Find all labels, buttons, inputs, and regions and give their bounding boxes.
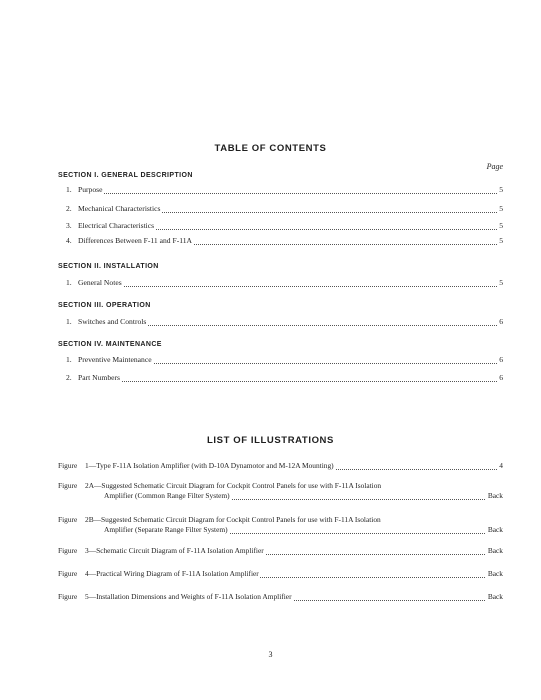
section-title: SECTION III. OPERATION — [58, 302, 151, 309]
entry-text: Purpose — [78, 185, 103, 194]
toc-entry — [66, 373, 503, 383]
figure-caption: 1—Type F-11A Isolation Amplifier (with D-10A Dynamotor and M-12A Mounting) — [85, 461, 334, 470]
figure-label: Figure — [58, 569, 78, 578]
figure-caption: 2B—Suggested Schematic Circuit Diagram for Cockpit Control Panels for use with F-11A Isolation — [85, 515, 381, 524]
entry-number: 1. — [66, 278, 72, 287]
entry-number: 1. — [66, 185, 72, 194]
entry-text: Part Numbers — [78, 373, 120, 382]
figure-caption-continued: Amplifier (Common Range Filter System) — [104, 491, 230, 500]
figure-caption-continued: Amplifier (Separate Range Filter System) — [104, 525, 228, 534]
toc-entry — [66, 236, 503, 246]
entry-page: 5 — [499, 185, 503, 194]
toc-entry — [66, 278, 503, 288]
toc-entry — [66, 317, 503, 327]
entry-page: 6 — [499, 317, 503, 326]
dot-leader — [78, 286, 499, 287]
illustrations-title: LIST OF ILLUSTRATIONS — [207, 435, 334, 446]
entry-page: 5 — [499, 221, 503, 230]
figure-page: Back — [487, 525, 503, 534]
figure-label: Figure — [58, 461, 78, 470]
section-title: SECTION I. GENERAL DESCRIPTION — [58, 172, 193, 179]
entry-page: 5 — [499, 204, 503, 213]
entry-number: 2. — [66, 373, 72, 382]
figure-entry — [58, 481, 503, 501]
figure-entry — [58, 569, 503, 579]
figure-caption: 4—Practical Wiring Diagram of F-11A Isolation Amplifier — [85, 569, 259, 578]
figure-entry — [58, 461, 503, 471]
toc-entry — [66, 355, 503, 365]
entry-text: Differences Between F-11 and F-11A — [78, 236, 193, 245]
toc-entry — [66, 185, 503, 195]
toc-entry — [66, 204, 503, 214]
entry-number: 4. — [66, 236, 72, 245]
figure-caption: 5—Installation Dimensions and Weights of F-11A Isolation Amplifier — [85, 592, 292, 601]
dot-leader — [78, 193, 499, 194]
figure-page: Back — [487, 546, 503, 555]
section-title: SECTION IV. MAINTENANCE — [58, 341, 162, 348]
figure-page: Back — [487, 569, 503, 578]
entry-page: 5 — [499, 278, 503, 287]
toc-title: TABLE OF CONTENTS — [214, 143, 327, 154]
entry-text: Electrical Characteristics — [78, 221, 155, 230]
figure-label: Figure — [58, 546, 78, 555]
entry-text: General Notes — [78, 278, 122, 287]
entry-page: 5 — [499, 236, 503, 245]
entry-number: 1. — [66, 355, 72, 364]
entry-number: 2. — [66, 204, 72, 213]
figure-caption: 3—Schematic Circuit Diagram of F-11A Isolation Amplifier — [85, 546, 264, 555]
entry-page: 6 — [499, 355, 503, 364]
figure-entry — [58, 546, 503, 556]
entry-text: Mechanical Characteristics — [78, 204, 161, 213]
figure-page: Back — [487, 491, 503, 500]
entry-number: 1. — [66, 317, 72, 326]
entry-text: Preventive Maintenance — [78, 355, 152, 364]
figure-entry — [58, 515, 503, 535]
figure-label: Figure — [58, 592, 78, 601]
figure-label: Figure — [58, 515, 78, 524]
figure-page: Back — [487, 592, 503, 601]
entry-number: 3. — [66, 221, 72, 230]
page-column-label: Page — [486, 162, 503, 171]
toc-entry — [66, 221, 503, 231]
dot-leader — [78, 381, 499, 382]
figure-entry — [58, 592, 503, 602]
entry-page: 6 — [499, 373, 503, 382]
section-title: SECTION II. INSTALLATION — [58, 263, 159, 270]
page-number: 3 — [268, 650, 273, 659]
figure-caption: 2A—Suggested Schematic Circuit Diagram for Cockpit Control Panels for use with F-11A Isolation — [85, 481, 382, 490]
figure-label: Figure — [58, 481, 78, 490]
entry-text: Switches and Controls — [78, 317, 147, 326]
figure-page: 4 — [499, 461, 503, 470]
